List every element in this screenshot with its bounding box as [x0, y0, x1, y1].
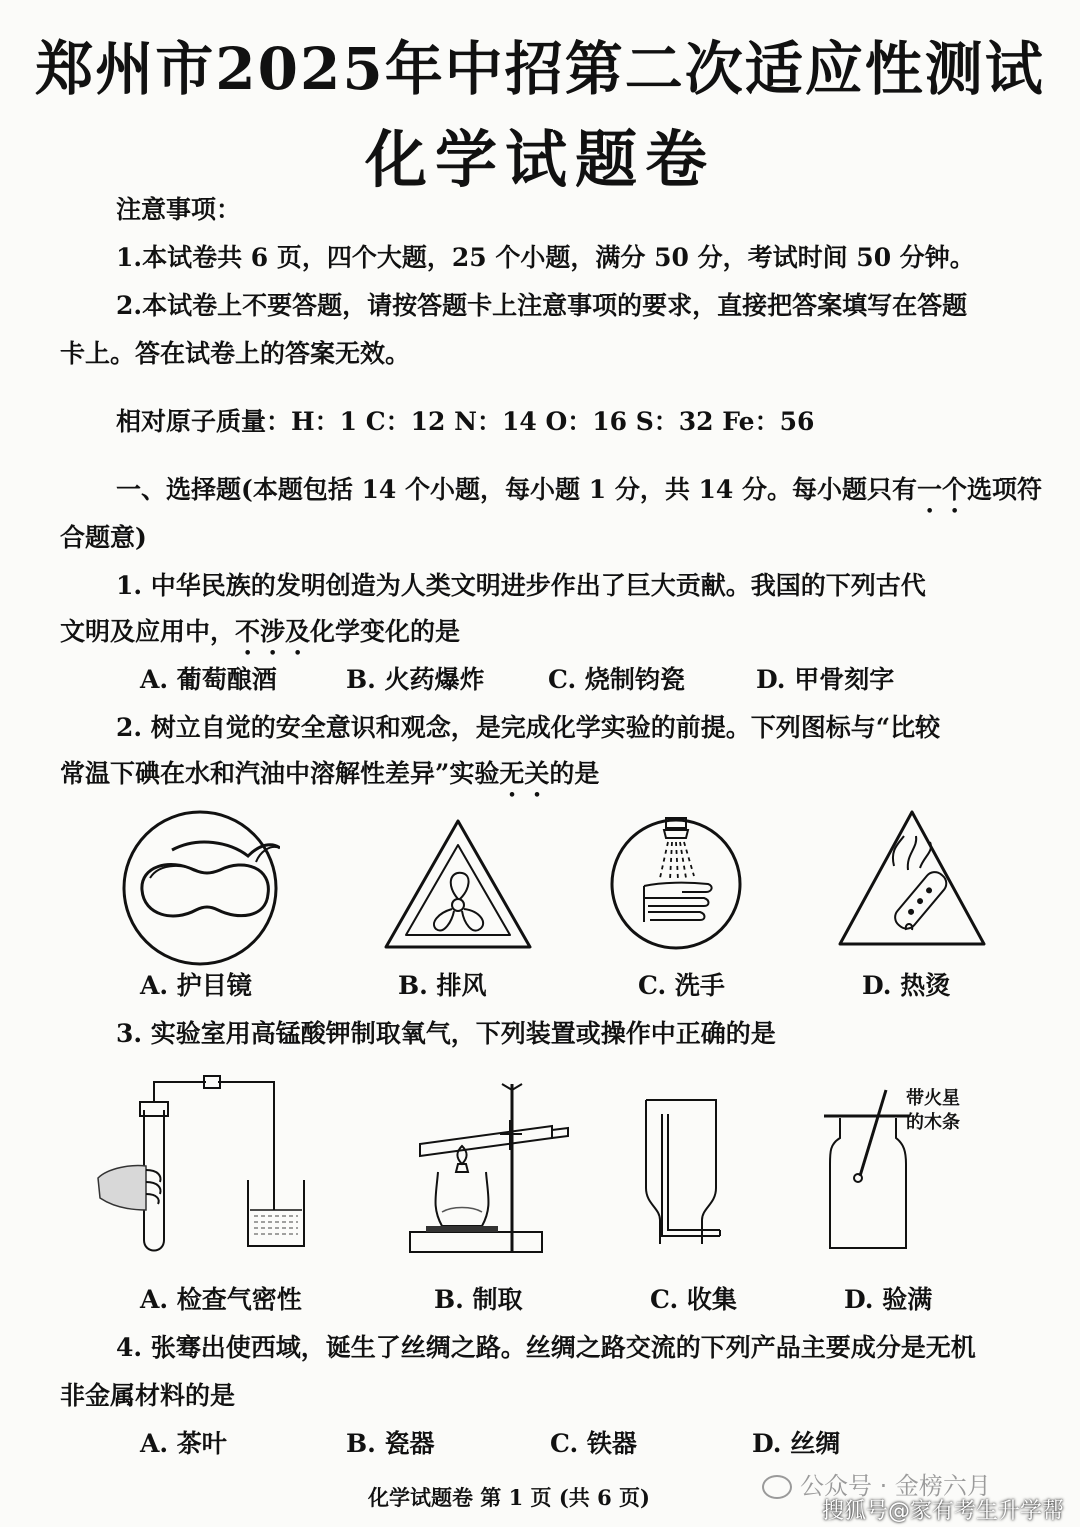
section-heading-line2: 合题意)	[60, 523, 147, 552]
section-heading-pre: 一、选择题(本题包括 14 个小题，每小题 1 分，共 14 分。每小题只有	[116, 475, 918, 504]
q1-option-d[interactable]: D. 甲骨刻字	[756, 665, 895, 694]
q2-stem-emph: 无关	[499, 759, 550, 788]
q4-option-d[interactable]: D. 丝绸	[752, 1429, 841, 1458]
heating-apparatus-icon	[402, 1076, 592, 1258]
q3-d-label-line2: 的木条	[906, 1112, 960, 1133]
collecting-apparatus-icon	[632, 1090, 732, 1250]
notice-heading: 注意事项：	[116, 195, 242, 224]
q2-stem-line1: 2. 树立自觉的安全意识和观念，是完成化学实验的前提。下列图标与“比较	[116, 713, 941, 742]
q3-option-b[interactable]: B. 制取	[434, 1285, 523, 1314]
wechat-icon	[762, 1475, 792, 1499]
q1-option-a[interactable]: A. 葡萄酿酒	[140, 665, 277, 694]
notice-item-2-line1: 2.本试卷上不要答题，请按答题卡上注意事项的要求，直接把答案填写在答题	[116, 291, 968, 320]
q2-option-c[interactable]: C. 洗手	[638, 971, 725, 1000]
q3-option-a[interactable]: A. 检查气密性	[140, 1285, 302, 1314]
q1-stem-emph: 不涉及	[235, 617, 311, 646]
full-test-apparatus-icon	[820, 1080, 920, 1250]
q3-option-d[interactable]: D. 验满	[844, 1285, 933, 1314]
q2-option-b[interactable]: B. 排风	[398, 971, 487, 1000]
wechat-watermark-text: 公众号 · 金榜六月	[800, 1472, 991, 1500]
q2-stem-pre: 常温下碘在水和汽油中溶解性差异”实验	[60, 759, 500, 788]
q1-option-c[interactable]: C. 烧制钧瓷	[548, 665, 685, 694]
q4-stem-line1: 4. 张骞出使西域，诞生了丝绸之路。丝绸之路交流的下列产品主要成分是无机	[116, 1333, 976, 1362]
section-heading-post: 选项符	[967, 475, 1043, 504]
sohu-watermark: 搜狐号@家有考生升学帮	[822, 1499, 1065, 1524]
fan-icon	[380, 815, 536, 957]
q2-stem-post: 的是	[549, 759, 600, 788]
q1-stem-post: 化学变化的是	[310, 617, 461, 646]
goggles-icon	[120, 808, 280, 968]
section-heading	[116, 470, 1042, 519]
q4-option-b[interactable]: B. 瓷器	[346, 1429, 435, 1458]
q1-stem-line1: 1. 中华民族的发明创造为人类文明进步作出了巨大贡献。我国的下列古代	[116, 571, 926, 600]
hot-surface-icon	[834, 806, 990, 954]
q3-option-c[interactable]: C. 收集	[650, 1285, 737, 1314]
atomic-mass-line: 相对原子质量：H：1 C：12 N：14 O：16 S：32 Fe：56	[116, 407, 815, 436]
notice-item-2-line2: 卡上。答在试卷上的答案无效。	[60, 339, 411, 368]
handwash-icon	[608, 808, 744, 958]
q4-option-c[interactable]: C. 铁器	[550, 1429, 637, 1458]
q4-stem-line2: 非金属材料的是	[60, 1381, 236, 1410]
q1-stem-line2	[60, 612, 460, 661]
q4-option-a[interactable]: A. 茶叶	[140, 1429, 227, 1458]
q2-option-a[interactable]: A. 护目镜	[140, 971, 252, 1000]
q3-d-label-line1: 带火星	[906, 1088, 960, 1109]
notice-item-1: 1.本试卷共 6 页，四个大题，25 个小题，满分 50 分，考试时间 50 分钟。	[116, 243, 975, 272]
section-heading-emph: 一个	[917, 475, 968, 504]
exam-subject-title: 化学试题卷	[364, 123, 715, 196]
page-footer: 化学试题卷 第 1 页 (共 6 页)	[368, 1485, 650, 1510]
q1-option-b[interactable]: B. 火药爆炸	[346, 665, 485, 694]
q2-option-d[interactable]: D. 热烫	[862, 971, 951, 1000]
exam-title: 郑州市2025年中招第二次适应性测试	[35, 35, 1045, 103]
q2-stem-line2	[60, 754, 599, 803]
q3-stem: 3. 实验室用高锰酸钾制取氧气，下列装置或操作中正确的是	[116, 1019, 776, 1048]
q1-stem-pre: 文明及应用中，	[60, 617, 236, 646]
airtightness-apparatus-icon	[88, 1070, 318, 1260]
